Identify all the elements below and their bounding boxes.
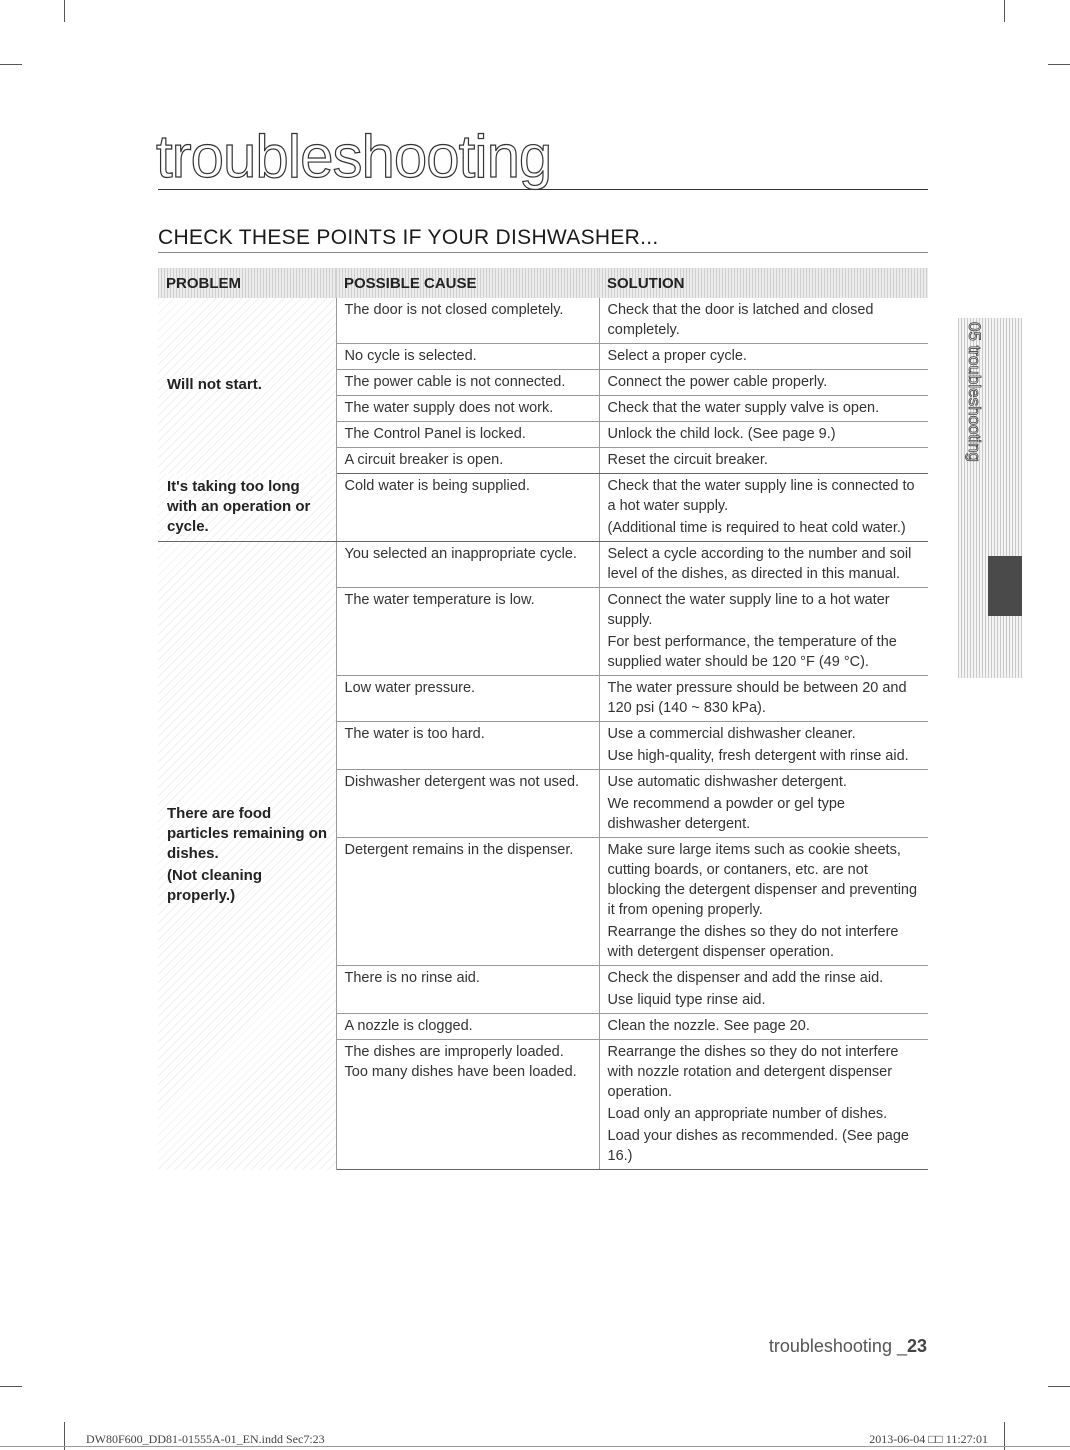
chapter-side-tab-label — [958, 318, 988, 518]
solution-cell — [599, 344, 928, 370]
solution-text: Use high-quality, fresh detergent with rinse aid. — [607, 748, 909, 764]
cause-text: Low water pressure. — [344, 680, 476, 696]
troubleshooting-table — [158, 268, 928, 1170]
cause-text: The water temperature is low. — [344, 592, 535, 608]
cause-cell — [336, 448, 599, 474]
solution-cell — [599, 770, 928, 838]
problem-cell — [158, 542, 336, 1170]
problem-text: (Not cleaning properly.) — [167, 867, 263, 905]
cause-cell — [336, 370, 599, 396]
crop-mark-top-right-h — [1048, 64, 1070, 65]
solution-cell — [599, 676, 928, 722]
cause-text: Too many dishes have been loaded. — [344, 1064, 577, 1080]
solution-cell — [599, 298, 928, 344]
solution-text: Load your dishes as recommended. (See page 16.) — [607, 1128, 909, 1164]
solution-text: Make sure large items such as cookie sheets, cutting boards, or contaners, etc. are not blocking the detergent dispenser and preventing it from opening properly. — [607, 842, 918, 918]
section-heading: CHECK THESE POINTS IF YOUR DISHWASHER... — [158, 226, 928, 253]
solution-text: Unlock the child lock. (See page 9.) — [607, 426, 836, 442]
solution-cell — [599, 474, 928, 542]
crop-mark-top-left-h — [0, 64, 22, 65]
solution-cell — [599, 588, 928, 676]
cause-cell — [336, 770, 599, 838]
cause-cell — [336, 298, 599, 344]
cause-cell — [336, 838, 599, 966]
page-number: 23 — [906, 1336, 927, 1356]
footer-label: troubleshooting _ — [768, 1336, 907, 1356]
cause-cell — [336, 722, 599, 770]
cause-text: The door is not closed completely. — [344, 302, 564, 318]
print-slug-file: DW80F600_DD81-01555A-01_EN.indd Sec7:23 — [86, 1432, 325, 1446]
solution-text: Select a cycle according to the number and soil level of the dishes, as directed in this manual. — [607, 546, 912, 582]
solution-text: Connect the power cable properly. — [607, 374, 828, 390]
cause-cell — [336, 1014, 599, 1040]
cause-text: The water is too hard. — [344, 726, 485, 742]
page-title-block — [156, 123, 928, 190]
solution-cell — [599, 966, 928, 1014]
cause-cell — [336, 676, 599, 722]
cause-text: A circuit breaker is open. — [344, 452, 504, 468]
solution-text: For best performance, the temperature of the supplied water should be 120 °F (49 °C). — [607, 634, 897, 670]
cause-cell — [336, 396, 599, 422]
problem-text: There are food particles remaining on dishes. — [167, 805, 328, 863]
solution-text: Check that the water supply line is connected to a hot water supply. — [607, 478, 915, 514]
solution-text: Clean the nozzle. See page 20. — [607, 1018, 810, 1034]
problem-text: It's taking too long with an operation or cycle. — [167, 477, 311, 535]
cause-text: Detergent remains in the dispenser. — [344, 842, 574, 858]
table-header-row — [158, 268, 928, 298]
page-footer — [769, 1336, 927, 1357]
cause-text: A nozzle is clogged. — [344, 1018, 473, 1034]
solution-text: The water pressure should be between 20 and 120 psi (140 ~ 830 kPa). — [607, 680, 907, 716]
table-row — [158, 542, 928, 588]
solution-text: Check the dispenser and add the rinse aid. — [607, 970, 884, 986]
cause-cell — [336, 588, 599, 676]
cause-cell — [336, 422, 599, 448]
cause-cell — [336, 344, 599, 370]
solution-text: Connect the water supply line to a hot water supply. — [607, 592, 890, 628]
header-problem: PROBLEM — [158, 268, 336, 298]
solution-text: We recommend a powder or gel type dishwasher detergent. — [607, 796, 845, 832]
solution-cell — [599, 838, 928, 966]
cause-text: The power cable is not connected. — [344, 374, 566, 390]
solution-text: Use automatic dishwasher detergent. — [607, 774, 847, 790]
problem-cell — [158, 298, 336, 474]
solution-cell — [599, 370, 928, 396]
solution-text: Use liquid type rinse aid. — [607, 992, 766, 1008]
table-row — [158, 474, 928, 542]
solution-text: Load only an appropriate number of dishes. — [607, 1106, 888, 1122]
cause-text: Dishwasher detergent was not used. — [344, 774, 580, 790]
crop-mark-bottom-right-h — [1048, 1386, 1070, 1387]
solution-text: Select a proper cycle. — [607, 348, 747, 364]
problem-text: Will not start. — [167, 376, 262, 394]
cause-cell — [336, 966, 599, 1014]
solution-text: Check that the door is latched and closed completely. — [607, 302, 874, 338]
solution-cell — [599, 542, 928, 588]
cause-cell — [336, 542, 599, 588]
solution-cell — [599, 448, 928, 474]
solution-text: Check that the water supply valve is open. — [607, 400, 880, 416]
solution-text: Rearrange the dishes so they do not interfere with nozzle rotation and detergent dispenser operation. — [607, 1044, 899, 1100]
solution-text: Use a commercial dishwasher cleaner. — [607, 726, 856, 742]
crop-mark-top-right — [1004, 0, 1005, 22]
chapter-side-tab-text: 05 troubleshooting — [965, 322, 984, 462]
header-solution: SOLUTION — [599, 268, 928, 298]
crop-mark-bottom-left-h — [0, 1386, 22, 1387]
cause-text: No cycle is selected. — [344, 348, 477, 364]
solution-text: Rearrange the dishes so they do not interfere with detergent dispenser operation. — [607, 924, 899, 960]
cause-text: The dishes are improperly loaded. — [344, 1044, 564, 1060]
solution-cell — [599, 722, 928, 770]
solution-cell — [599, 1040, 928, 1170]
solution-text: (Additional time is required to heat cold water.) — [607, 520, 906, 536]
page-title: troubleshooting — [156, 123, 552, 190]
cause-text: You selected an inappropriate cycle. — [344, 546, 577, 562]
solution-cell — [599, 422, 928, 448]
solution-cell — [599, 1014, 928, 1040]
cause-text: The water supply does not work. — [344, 400, 554, 416]
problem-cell — [158, 474, 336, 542]
cause-text: The Control Panel is locked. — [344, 426, 526, 442]
table-body — [158, 298, 928, 1170]
header-possible-cause: POSSIBLE CAUSE — [336, 268, 599, 298]
cause-cell — [336, 474, 599, 542]
cause-text: There is no rinse aid. — [344, 970, 480, 986]
chapter-tab-marker — [988, 556, 1022, 616]
solution-text: Reset the circuit breaker. — [607, 452, 768, 468]
crop-mark-top-left — [64, 0, 65, 22]
cause-cell — [336, 1040, 599, 1170]
solution-cell — [599, 396, 928, 422]
print-slug-date: 2013-06-04 □□ 11:27:01 — [869, 1432, 988, 1446]
cause-text: Cold water is being supplied. — [344, 478, 530, 494]
table-row — [158, 298, 928, 344]
